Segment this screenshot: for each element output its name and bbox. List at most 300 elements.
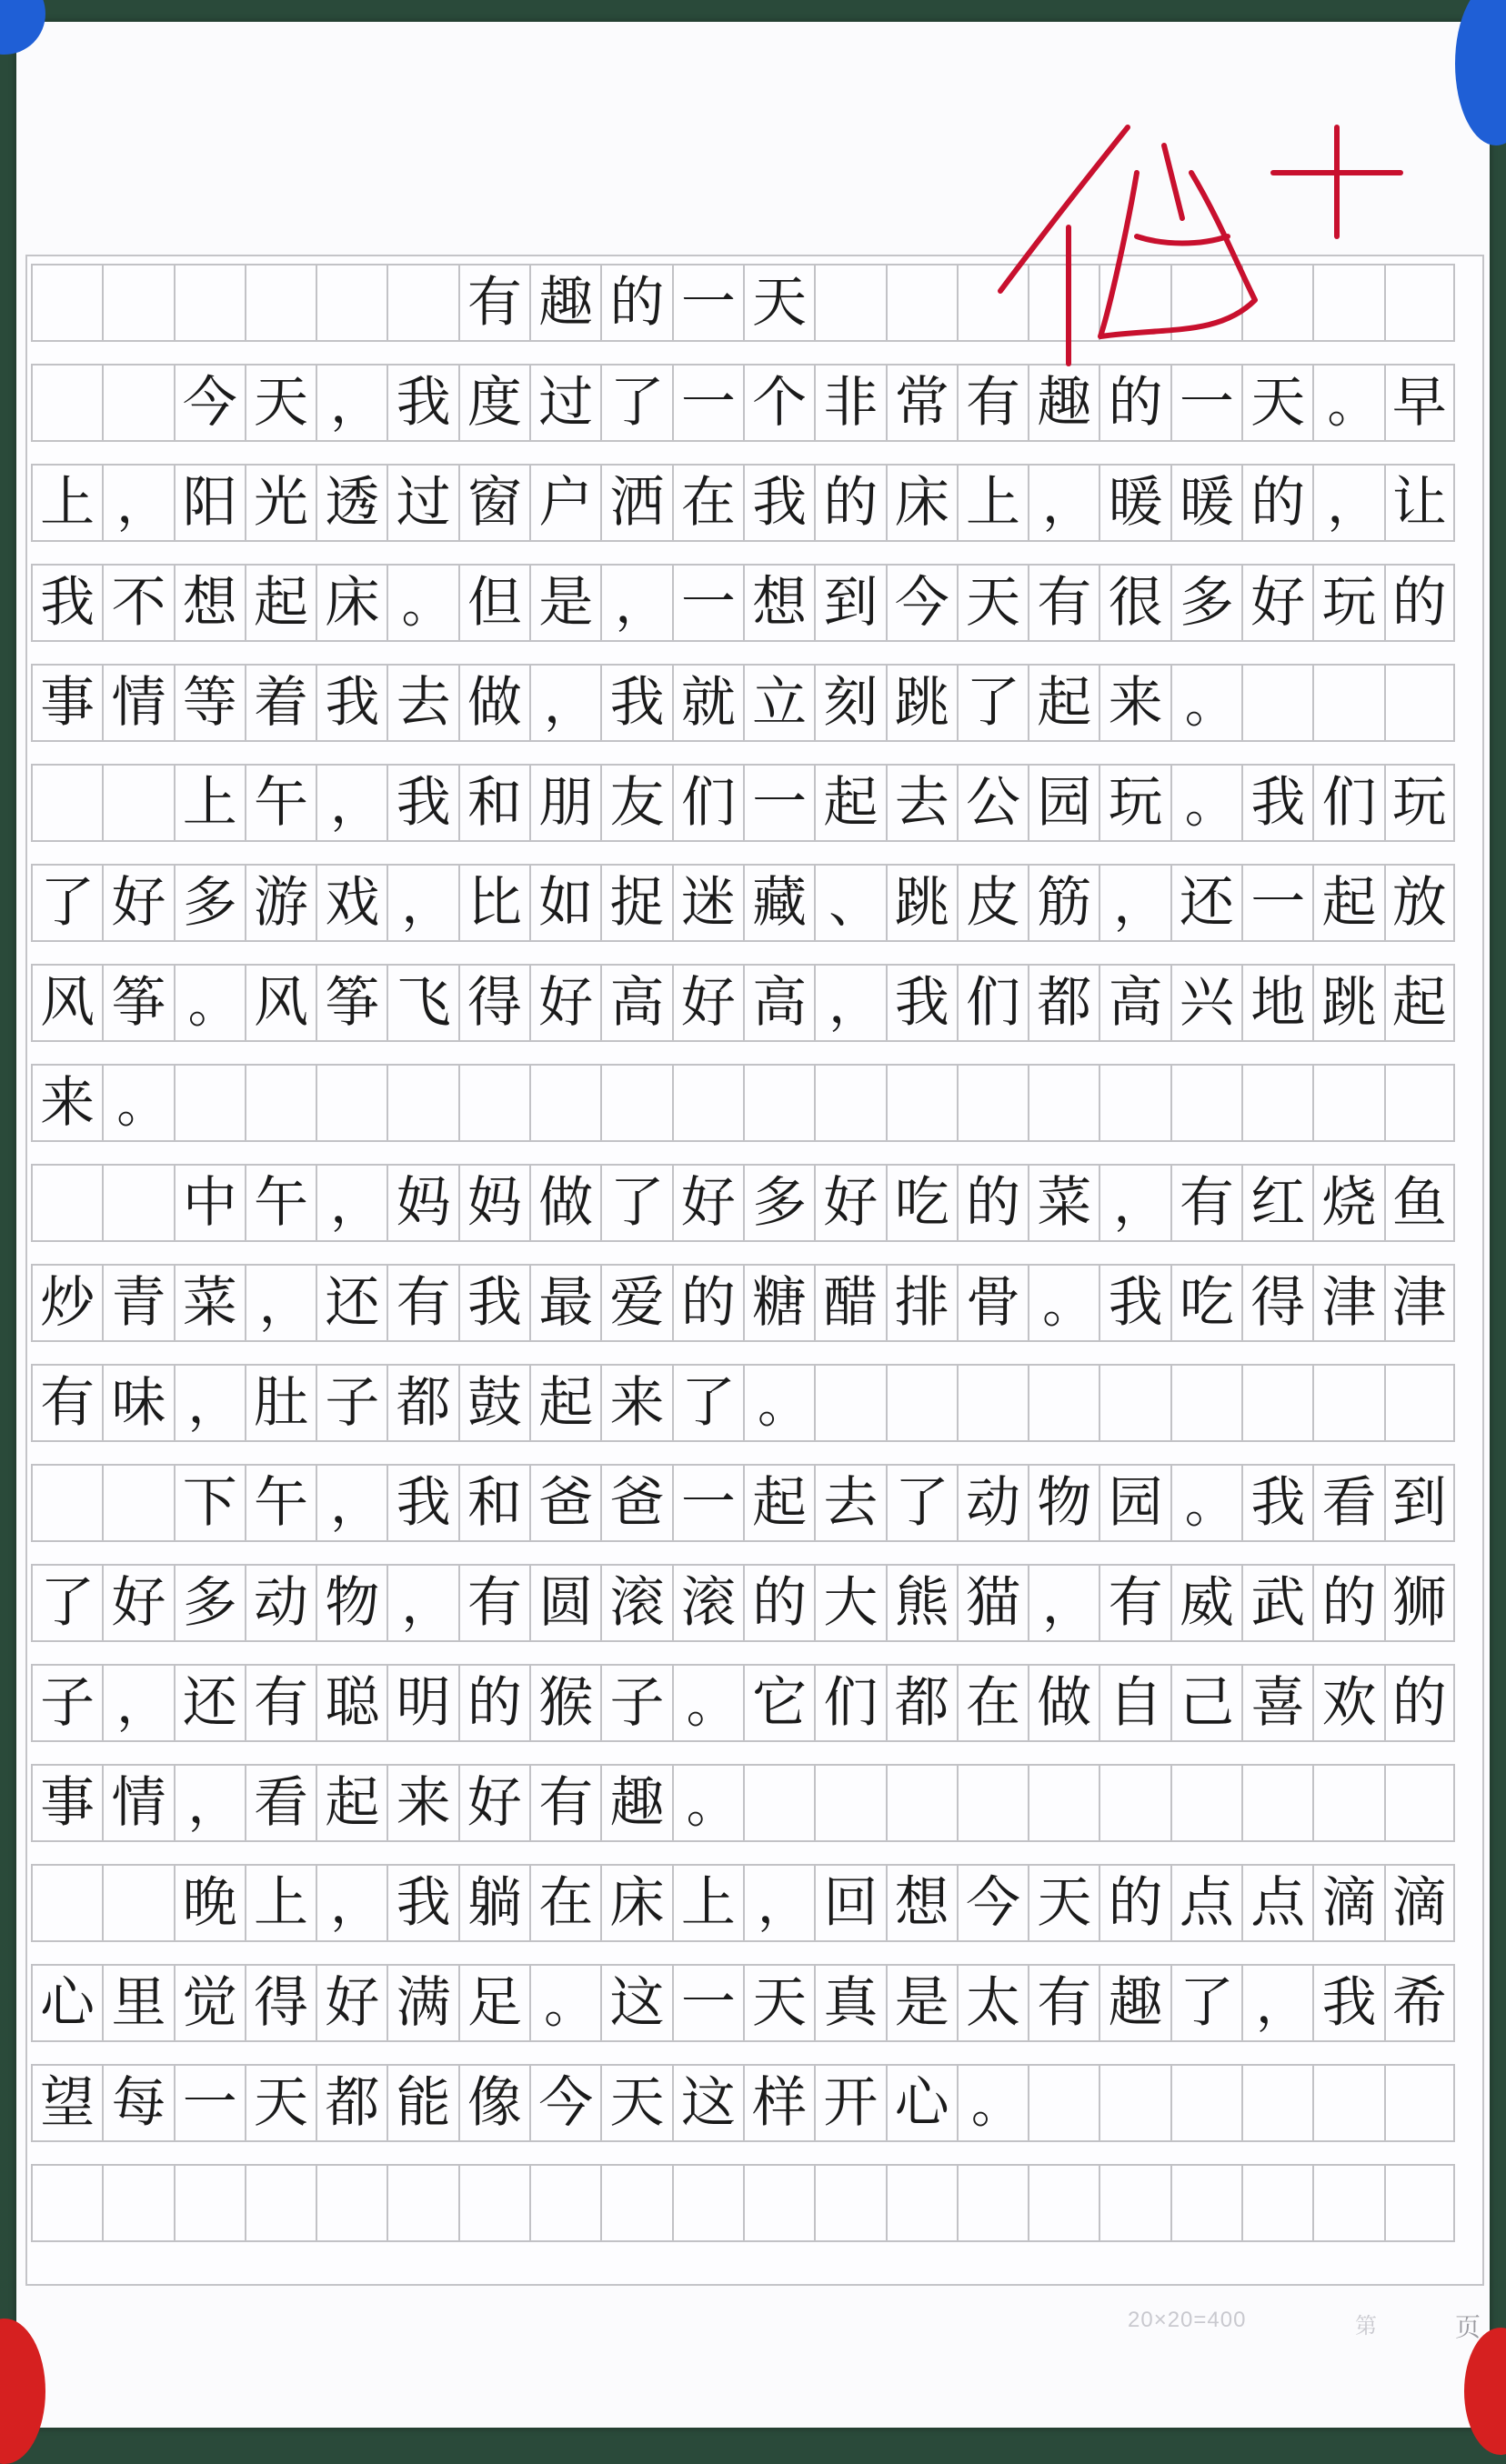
grid-cell: 骨: [957, 1264, 1028, 1342]
grid-cell: 玩: [1384, 764, 1455, 842]
grid-cell: 有: [957, 364, 1028, 442]
grid-cell: [1028, 2064, 1099, 2142]
grid-cell: 动: [957, 1464, 1028, 1542]
grid-cell: 了: [1170, 1964, 1241, 2042]
grid-cell: ，: [387, 864, 457, 942]
grid-cell: [1099, 1064, 1170, 1142]
grid-cell: 情: [102, 1764, 173, 1842]
grid-cell: 得: [245, 1964, 316, 2042]
grid-row: [31, 2064, 1455, 2142]
grid-cell: 吃: [1170, 1264, 1241, 1342]
grid-cell: 比: [458, 864, 529, 942]
grid-cell: 了: [31, 864, 102, 942]
grid-cell: 希: [1384, 1964, 1455, 2042]
grid-cell: 高: [600, 964, 671, 1042]
grid-cell: ，: [743, 1864, 814, 1942]
grid-row: [31, 1664, 1455, 1742]
grid-cell: 子: [31, 1664, 102, 1742]
grid-cell: 洒: [600, 464, 671, 542]
grid-cell: 的: [1099, 1864, 1170, 1942]
grid-cell: 到: [1384, 1464, 1455, 1542]
grid-cell: [1312, 2064, 1383, 2142]
grid-cell: [886, 1364, 957, 1442]
grid-cell: 一: [1170, 364, 1241, 442]
grid-cell: 上: [957, 464, 1028, 542]
grid-cell: 回: [814, 1864, 885, 1942]
grid-row: [31, 964, 1455, 1042]
grid-cell: 到: [814, 564, 885, 642]
grid-cell: 戏: [316, 864, 387, 942]
grid-cell: 迷: [672, 864, 743, 942]
grid-cell: 好: [458, 1764, 529, 1842]
grid-cell: 的: [1099, 364, 1170, 442]
grid-cell: 物: [1028, 1464, 1099, 1542]
grid-cell: 都: [886, 1664, 957, 1742]
grid-cell: 窗: [458, 464, 529, 542]
grid-cell: ，: [1028, 1564, 1099, 1642]
grid-cell: 爱: [600, 1264, 671, 1342]
grid-cell: 。: [1312, 364, 1383, 442]
grid-cell: 早: [1384, 364, 1455, 442]
grid-cell: 都: [1028, 964, 1099, 1042]
grid-cell: 不: [102, 564, 173, 642]
grid-cell: 透: [316, 464, 387, 542]
grid-cell: [174, 2164, 245, 2242]
grid-cell: [814, 1364, 885, 1442]
grid-cell: 一: [743, 764, 814, 842]
grid-cell: 青: [102, 1264, 173, 1342]
grid-cell: 今: [174, 364, 245, 442]
grid-cell: [31, 1164, 102, 1242]
grid-cell: 起: [743, 1464, 814, 1542]
grid-cell: 我: [600, 664, 671, 742]
grid-cell: 这: [600, 1964, 671, 2042]
grid-cell: 友: [600, 764, 671, 842]
grid-cell: 有: [245, 1664, 316, 1742]
grid-cell: 都: [316, 2064, 387, 2142]
grid-cell: 常: [886, 364, 957, 442]
grid-cell: 一: [672, 364, 743, 442]
grid-cell: 了: [600, 1164, 671, 1242]
grid-cell: 津: [1312, 1264, 1383, 1342]
grid-cell: 个: [743, 364, 814, 442]
grid-row: [31, 1564, 1455, 1642]
grid-cell: [1384, 1364, 1455, 1442]
grid-cell: 趣: [1028, 364, 1099, 442]
grid-cell: 喜: [1241, 1664, 1312, 1742]
grid-cell: 、: [814, 864, 885, 942]
grid-cell: [387, 2164, 457, 2242]
grid-cell: 聪: [316, 1664, 387, 1742]
grid-cell: 刻: [814, 664, 885, 742]
grid-cell: 爸: [600, 1464, 671, 1542]
grid-cell: 筋: [1028, 864, 1099, 942]
grid-cell: 烧: [1312, 1164, 1383, 1242]
grid-cell: [957, 1064, 1028, 1142]
grid-cell: 如: [529, 864, 600, 942]
grid-cell: 多: [743, 1164, 814, 1242]
grid-cell: [316, 1064, 387, 1142]
grid-cell: [102, 1464, 173, 1542]
grid-cell: 起: [1312, 864, 1383, 942]
grid-cell: 去: [886, 764, 957, 842]
grid-cell: [1384, 1764, 1455, 1842]
grid-cell: [1384, 2164, 1455, 2242]
grid-cell: 得: [1241, 1264, 1312, 1342]
grid-cell: [1312, 664, 1383, 742]
grid-cell: 一: [672, 1464, 743, 1542]
grid-cell: 我: [1241, 1464, 1312, 1542]
grid-cell: 阳: [174, 464, 245, 542]
grid-cell: [31, 2164, 102, 2242]
grid-cell: 非: [814, 364, 885, 442]
grid-cell: 了: [672, 1364, 743, 1442]
grid-cell: 妈: [387, 1164, 457, 1242]
grid-cell: 排: [886, 1264, 957, 1342]
grid-cell: 还: [1170, 864, 1241, 942]
grid-cell: 做: [458, 664, 529, 742]
grid-cell: 趣: [529, 264, 600, 342]
grid-cell: 有: [458, 264, 529, 342]
grid-cell: [1312, 1364, 1383, 1442]
grid-cell: [1384, 1064, 1455, 1142]
grid-cell: [600, 1064, 671, 1142]
grid-cell: 的: [1241, 464, 1312, 542]
grid-cell: 想: [174, 564, 245, 642]
grid-cell: 天: [1028, 1864, 1099, 1942]
grid-cell: 是: [886, 1964, 957, 2042]
grid-cell: 有: [458, 1564, 529, 1642]
grade-mark: [982, 91, 1419, 382]
grid-cell: 的: [743, 1564, 814, 1642]
grid-cell: 它: [743, 1664, 814, 1742]
grid-cell: [1241, 664, 1312, 742]
grid-cell: 们: [957, 964, 1028, 1042]
grid-cell: 多: [174, 864, 245, 942]
grid-cell: 趣: [1099, 1964, 1170, 2042]
grid-cell: 。: [743, 1364, 814, 1442]
grid-cell: 的: [1384, 1664, 1455, 1742]
grid-cell: 最: [529, 1264, 600, 1342]
grid-cell: 还: [316, 1264, 387, 1342]
grid-cell: [957, 1764, 1028, 1842]
grid-cell: 的: [600, 264, 671, 342]
grid-cell: [957, 2164, 1028, 2242]
grid-cell: [316, 264, 387, 342]
grid-cell: [672, 1064, 743, 1142]
grid-cell: 。: [529, 1964, 600, 2042]
grid-cell: [31, 264, 102, 342]
grid-cell: [957, 1364, 1028, 1442]
grid-cell: 我: [387, 764, 457, 842]
grid-cell: 高: [743, 964, 814, 1042]
grid-cell: 想: [743, 564, 814, 642]
grid-cell: [1312, 2164, 1383, 2242]
grid-cell: 。: [672, 1764, 743, 1842]
grid-cell: [1384, 2064, 1455, 2142]
grid-cell: 一: [174, 2064, 245, 2142]
grid-cell: 起: [1384, 964, 1455, 1042]
grid-cell: 圆: [529, 1564, 600, 1642]
grid-cell: 好: [1241, 564, 1312, 642]
grid-cell: 菜: [1028, 1164, 1099, 1242]
grid-cell: 趣: [600, 1764, 671, 1842]
grid-cell: 等: [174, 664, 245, 742]
grid-cell: 一: [672, 1964, 743, 2042]
grid-cell: 天: [245, 364, 316, 442]
grid-cell: 筝: [316, 964, 387, 1042]
footer-page-label: 第: [1355, 2314, 1377, 2339]
grid-cell: 有: [1099, 1564, 1170, 1642]
grid-cell: 过: [529, 364, 600, 442]
grid-row: [31, 2164, 1455, 2242]
grid-cell: 事: [31, 664, 102, 742]
grid-cell: 妈: [458, 1164, 529, 1242]
grid-cell: 真: [814, 1964, 885, 2042]
grid-cell: 午: [245, 1164, 316, 1242]
grid-row: [31, 1364, 1455, 1442]
grid-cell: [529, 2164, 600, 2242]
grid-row: [31, 1264, 1455, 1342]
grid-cell: ，: [316, 1464, 387, 1542]
grid-row: [31, 1064, 1455, 1142]
grid-cell: [316, 2164, 387, 2242]
grid-cell: 物: [316, 1564, 387, 1642]
grid-cell: 滴: [1312, 1864, 1383, 1942]
grid-cell: 户: [529, 464, 600, 542]
grid-cell: 去: [387, 664, 457, 742]
grid-cell: 晚: [174, 1864, 245, 1942]
grid-cell: [31, 1464, 102, 1542]
grid-cell: 我: [743, 464, 814, 542]
grid-cell: [102, 1864, 173, 1942]
grid-cell: [886, 1064, 957, 1142]
grid-cell: 我: [458, 1264, 529, 1342]
grid-row: [31, 1864, 1455, 1942]
grid-cell: 我: [387, 1864, 457, 1942]
grid-cell: 肚: [245, 1364, 316, 1442]
grid-cell: 样: [743, 2064, 814, 2142]
grid-cell: 太: [957, 1964, 1028, 2042]
grid-row: [31, 1464, 1455, 1542]
grid-cell: 还: [174, 1664, 245, 1742]
grid-cell: [886, 1764, 957, 1842]
grid-cell: [102, 2164, 173, 2242]
grid-cell: 来: [387, 1764, 457, 1842]
grid-cell: 滴: [1384, 1864, 1455, 1942]
grid-cell: ，: [102, 1664, 173, 1742]
grid-cell: 天: [743, 264, 814, 342]
grid-cell: 。: [1170, 764, 1241, 842]
grid-cell: 园: [1028, 764, 1099, 842]
grid-cell: ，: [316, 1864, 387, 1942]
grid-cell: 。: [1170, 1464, 1241, 1542]
grid-cell: [1170, 2064, 1241, 2142]
grid-cell: 狮: [1384, 1564, 1455, 1642]
grid-cell: 很: [1099, 564, 1170, 642]
grid-cell: 的: [1384, 564, 1455, 642]
grid-cell: 能: [387, 2064, 457, 2142]
grid-cell: 味: [102, 1364, 173, 1442]
grid-row: [31, 664, 1455, 742]
grid-cell: 红: [1241, 1164, 1312, 1242]
grid-cell: 和: [458, 1464, 529, 1542]
grid-cell: [814, 1064, 885, 1142]
grid-cell: ，: [387, 1564, 457, 1642]
grid-cell: 起: [245, 564, 316, 642]
grid-cell: 好: [672, 1164, 743, 1242]
grid-cell: 飞: [387, 964, 457, 1042]
grid-cell: 午: [245, 1464, 316, 1542]
grid-cell: ，: [1028, 464, 1099, 542]
grid-cell: 来: [31, 1064, 102, 1142]
grid-cell: [174, 264, 245, 342]
grid-cell: [814, 2164, 885, 2242]
grid-cell: [1028, 1764, 1099, 1842]
grid-cell: [458, 1064, 529, 1142]
grid-cell: 。: [102, 1064, 173, 1142]
grid-cell: 。: [672, 1664, 743, 1742]
grid-cell: 好: [102, 1564, 173, 1642]
grid-cell: 躺: [458, 1864, 529, 1942]
grid-cell: [743, 1064, 814, 1142]
grid-cell: 皮: [957, 864, 1028, 942]
grid-cell: 我: [1312, 1964, 1383, 2042]
grid-cell: [886, 264, 957, 342]
grid-cell: 炒: [31, 1264, 102, 1342]
grid-cell: 我: [387, 364, 457, 442]
grid-cell: 欢: [1312, 1664, 1383, 1742]
grid-row: [31, 764, 1455, 842]
grid-cell: 朋: [529, 764, 600, 842]
grid-cell: 有: [31, 1364, 102, 1442]
grid-cell: 今: [886, 564, 957, 642]
grid-cell: 望: [31, 2064, 102, 2142]
grid-cell: 看: [245, 1764, 316, 1842]
grid-cell: [814, 264, 885, 342]
grid-cell: [1170, 1064, 1241, 1142]
grid-row: [31, 464, 1455, 542]
grid-cell: 天: [1241, 364, 1312, 442]
grid-cell: ，: [316, 364, 387, 442]
grid-cell: 里: [102, 1964, 173, 2042]
grid-cell: 我: [387, 1464, 457, 1542]
grid-cell: [245, 264, 316, 342]
grid-cell: 来: [600, 1364, 671, 1442]
grid-cell: [31, 1864, 102, 1942]
grid-cell: [743, 1764, 814, 1842]
grid-cell: [1099, 2164, 1170, 2242]
grid-cell: 了: [886, 1464, 957, 1542]
grid-cell: ，: [174, 1364, 245, 1442]
grid-cell: 有: [1028, 1964, 1099, 2042]
grid-cell: [886, 2164, 957, 2242]
grid-cell: 津: [1384, 1264, 1455, 1342]
grid-cell: ，: [814, 964, 885, 1042]
grid-cell: 动: [245, 1564, 316, 1642]
grid-cell: 度: [458, 364, 529, 442]
grid-cell: 立: [743, 664, 814, 742]
grid-cell: 中: [174, 1164, 245, 1242]
grid-cell: 我: [886, 964, 957, 1042]
grid-cell: 来: [1099, 664, 1170, 742]
grid-cell: ，: [102, 464, 173, 542]
grid-cell: [672, 2164, 743, 2242]
grid-cell: [387, 264, 457, 342]
grid-cell: 大: [814, 1564, 885, 1642]
grid-cell: 熊: [886, 1564, 957, 1642]
grid-cell: 都: [387, 1364, 457, 1442]
grid-cell: 。: [1028, 1264, 1099, 1342]
grid-cell: 猫: [957, 1564, 1028, 1642]
grid-cell: 鼓: [458, 1364, 529, 1442]
grid-cell: ，: [1312, 464, 1383, 542]
grid-cell: 起: [1028, 664, 1099, 742]
grid-cell: 心: [886, 2064, 957, 2142]
grid-cell: [174, 1064, 245, 1142]
grid-cell: 糖: [743, 1264, 814, 1342]
grid-cell: 起: [316, 1764, 387, 1842]
grid-cell: 了: [600, 364, 671, 442]
grid-cell: 的: [1312, 1564, 1383, 1642]
grid-cell: 捉: [600, 864, 671, 942]
grid-cell: 的: [458, 1664, 529, 1742]
grid-cell: 起: [529, 1364, 600, 1442]
grid-cell: [1099, 1364, 1170, 1442]
grid-cell: 让: [1384, 464, 1455, 542]
grid-cell: ，: [316, 764, 387, 842]
grid-cell: 的: [957, 1164, 1028, 1242]
grid-cell: 做: [1028, 1664, 1099, 1742]
grid-cell: 点: [1170, 1864, 1241, 1942]
grid-row: [31, 1764, 1455, 1842]
grid-cell: 风: [31, 964, 102, 1042]
grid-cell: 了: [957, 664, 1028, 742]
grid-cell: [1028, 1364, 1099, 1442]
grid-cell: 一: [672, 264, 743, 342]
grid-cell: [458, 2164, 529, 2242]
grid-cell: 开: [814, 2064, 885, 2142]
grid-cell: [245, 1064, 316, 1142]
grid-cell: 事: [31, 1764, 102, 1842]
grid-cell: 醋: [814, 1264, 885, 1342]
grid-cell: 。: [387, 564, 457, 642]
grid-cell: 看: [1312, 1464, 1383, 1542]
grid-cell: ，: [1099, 864, 1170, 942]
grid-cell: 去: [814, 1464, 885, 1542]
grid-cell: [600, 2164, 671, 2242]
grid-cell: ，: [529, 664, 600, 742]
grid-cell: [102, 1164, 173, 1242]
grid-cell: 天: [957, 564, 1028, 642]
grid-cell: 爸: [529, 1464, 600, 1542]
grid-cell: 着: [245, 664, 316, 742]
grid-cell: 做: [529, 1164, 600, 1242]
grid-cell: [102, 764, 173, 842]
grid-cell: [1241, 1764, 1312, 1842]
grid-cell: 放: [1384, 864, 1455, 942]
grid-cell: 的: [814, 464, 885, 542]
grid-cell: 我: [1099, 1264, 1170, 1342]
grid-cell: 就: [672, 664, 743, 742]
grid-cell: [1028, 1064, 1099, 1142]
footer-page-suffix: 页: [1455, 2313, 1481, 2341]
grid-cell: 天: [245, 2064, 316, 2142]
grid-cell: 有: [387, 1264, 457, 1342]
grid-cell: [1241, 1064, 1312, 1142]
grid-cell: 藏: [743, 864, 814, 942]
grid-cell: 在: [529, 1864, 600, 1942]
